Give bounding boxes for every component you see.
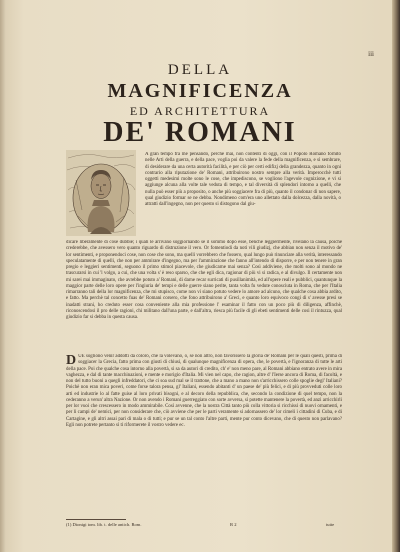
title-line-3: ED ARCHITETTURA [129,104,271,118]
footnote: (1) Dionigi tom. lib. t. delle antich. Rom. [66,522,142,527]
roman-portrait-vignette [66,150,136,236]
signature-mark: R 2 [230,522,237,527]
catchword: tutte [326,522,335,527]
paragraph-1-continued: dicare liberamente di cose dubbie; i quali le arrivano soggiornando se il sommo dopo esse, benchè leggiermente, rivelano la causa, poichè crederebbe, che avessero vero quanto riguardo di distruzione il vero. Or fomentiodi da noti vili giudizj, che abbian non senza il motivo de' lor sentimenti, e proponendoci cose, non cose che sono, ma quelli vorrebbero che fossero, qual lungo può rinunciare alla verità, interessando speculatamente di quelli, che non per ammirare d'ingegno, ma per l'ammirazione che fanno all'intendo di disporre, e per non tenere in gran pregio e leggieri sentimenti, seguono il primo stimol piacevole, che giudicarne mai senza? Così addiviene, che molti sono al mondo ne trascurarsi in cui 'l volgo, a cui, che una volta s' è reso sparso, che che egli dica, ragionar di più vi si radica, e al divulgo. Il certamente non mi sarei mai immaginato, che avrebbe potuto a' Romani, di darne recar surricati di pusillanimità, ed all'opere reali e pubblici, quantunque la maggior parte delle loro opere per l'ingiuria de' tempi e delle guerre siano perite, tanta volta fu vedute conosciuta in Roma, che per l'Italia rimarranno tali della lor magnificenza, che mi stupisco, come non vi siano potuto vedere lo amore ad alcuno, che qualche cosa abbia ardito, e fatto. Ma perchè tal concetto fuas de' Romani corsero, che fono attribuirono a' Greci, e quanto loro equivoco congi di s' avesse presi se inadatti strani, ho creduto esser cosa conveniente alla mia professione l' esaminar il fatto con un poco più di diligenza, affinchè, riconoscendosi il pro delle ragioni, chi militano dall'una parte, e dall'altra, riesca più facile di gli ebeti sentimenti delle cosi il rintuzza, qual giudizio far si debba in questa causa. [66,240,342,320]
paragraph-1-intro: A gran tempo fra me pensando, perchè mai, non contenti di oggi, con il Popolo Romano fornito nelle Arti della guerra, e della pace, voglia poi da valere la fede della magnificenza, e sì sembrare, di desiderare da una certa autorità facilità, e per ciò per certi edifizj della grandezza, quanto in ogni contrario alla riputazione de' Romani, attribuirono nostro sempre alla verità. Imperocchè tutti oggetti medesimi molte sono le cose, che impediscono, se vogliono l'agevole cognizione, e vi si aggiunge alcuna alla volte tale veduta di tempo, e tal diversità di splendori intorno a quelli, che nulla può esser più a proposito, o anche più soggiacere fra di più, quanto il condonar di non sapere, qual giudizio formar se ne debba. Nondimeno com'era uno allettato dalla dolcezza, dalla novità, o attratti dall'ingegno, non per questo si distogono dal giu- [145,152,341,207]
title-line-2: MAGNIFICENZA [107,80,293,102]
page-number: iii [368,50,374,58]
paragraph-2 [66,354,342,517]
title-line-1: DELLA [167,62,233,78]
paragraph-2-text: UE sogliono venir addotti da coloro, che la volevano, o, se non altro, non favorissero la gloria de' Romani per le quali questi, prima di soggiacer la Grecia, fatto prima con giusti di chiusi, di qualunque magnificenza di opera, che, le povertà, e l'ignoranza di tutte le arti della pace. Poi che qualche cosa intorno alla povertà, si sa da autori di credito, ch' e' non meno pare, al Romani abbiano entrato avere in mira vaghezza, e dal di tante macchinazioni, e mente e morigio d'Italia. Mi vien nel capo, che ragion, altre d' l'Ierse ancora di Roma, di facoltà, e non del tutto buoni a quegli infreddatori, che ci soa sud mal se il trattone, che a mano a mano non s'arricchissero colle spoglie degl' Italiani? Poichè non eran mica poveri, come forse talora pensa, gl' Italiani, essendo abitanti d' un paese de' più felici, e di più provveduti colle loro arti ed industrie lo al fatte guise al loro privati bisogni, e al decoro della repubblica, che, secondo la condizione di quel tempo, non la cederanno a verun' altra Nazione. Or non avendo i Romani guerreggiato con sorte avversa, sì potette mantenere la povertà, ed anzi arricchirli per lor vuoi che crescessero in modo ammirabile. Così avvenne, che la nostra Città tanto più colla vittoria si ricchissi di nuovi ornamenti, e per li campi de' nemici, per non considerare che, ciò avviene che per le parti veramente si adornassero de' lor cimeli i cittadini di Cuba, e di Cartagine, e gli altri assai pari di mala o di tutti; e pur se un tal conto l'altre parti, mente pur conto dicevano, che di questo non parlavano? Egli non potrete pertanto sì ti riformerete il vostro vedere ec. [66,354,342,428]
title-line-4: DE' ROMANI [103,117,297,148]
footnote-rule [66,519,126,520]
drop-capital: D [66,354,77,368]
